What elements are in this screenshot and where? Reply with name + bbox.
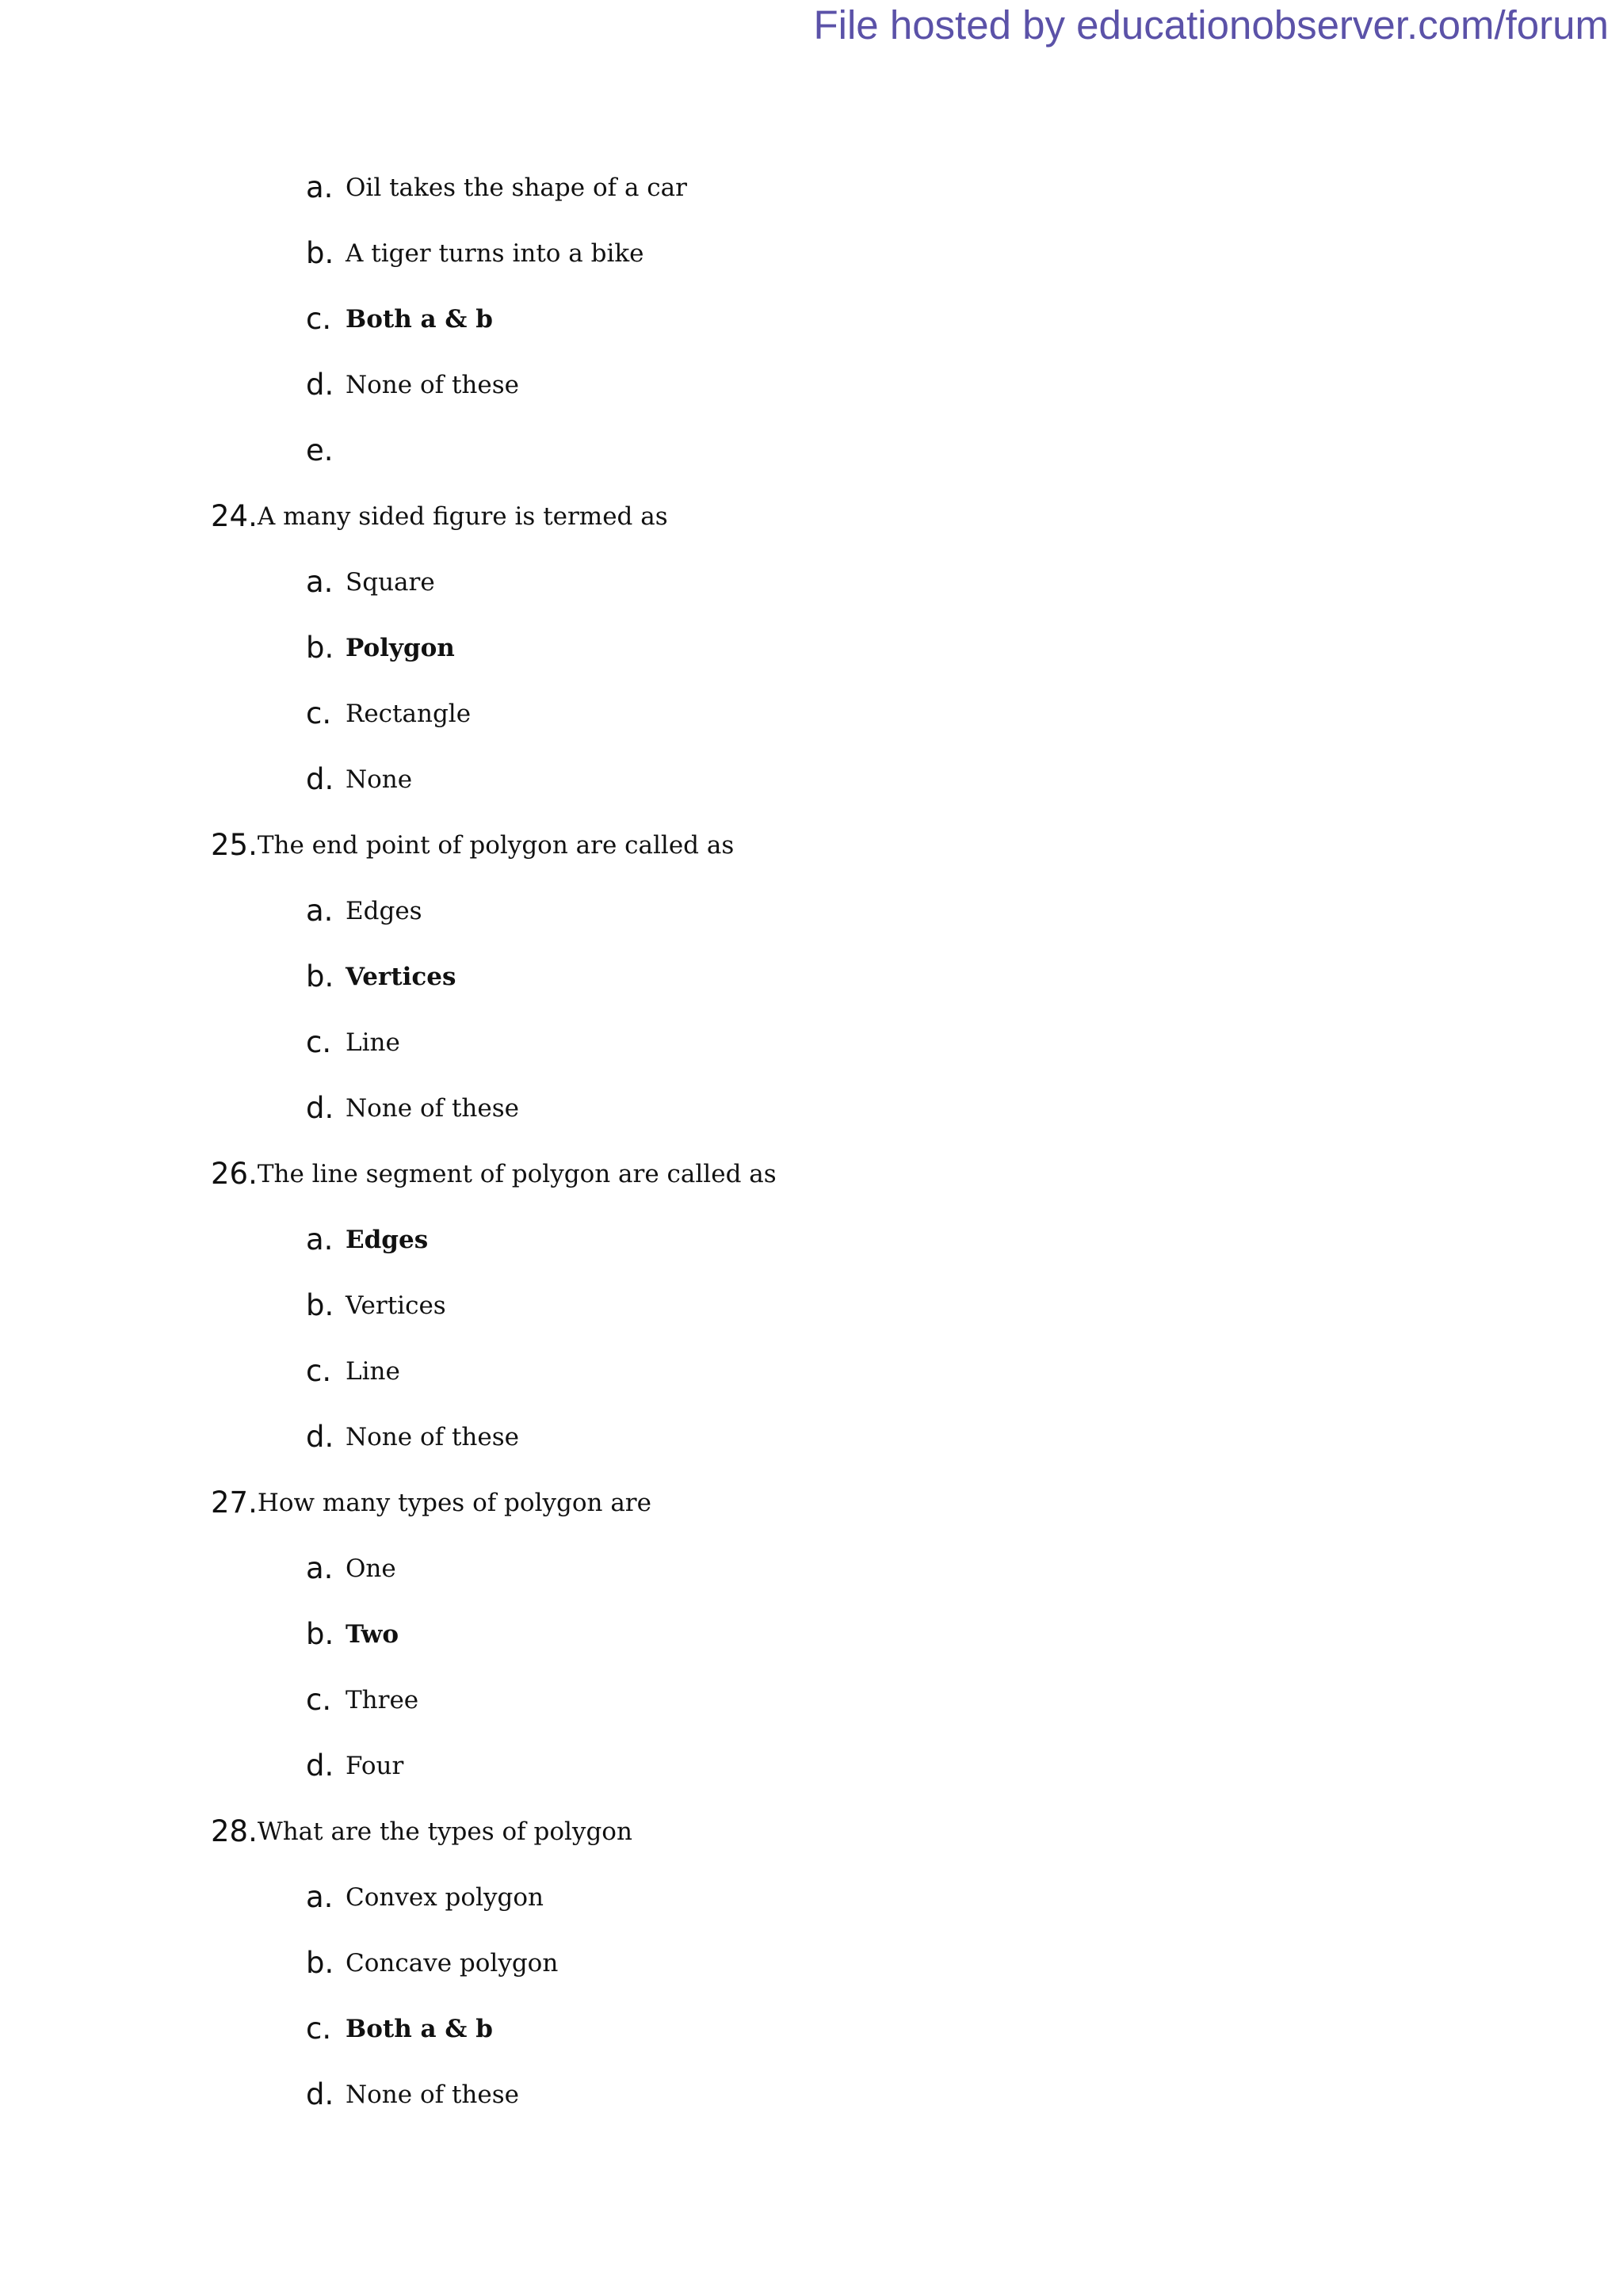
option-letter: a.: [306, 1222, 334, 1257]
option-c: [0, 286, 1623, 352]
option-c: [0, 1996, 1623, 2061]
option-text-answer: Vertices: [346, 962, 456, 991]
question-number: 24.: [211, 499, 258, 533]
option-letter: d.: [306, 1091, 334, 1125]
option-text-answer: Polygon: [346, 633, 455, 662]
question-list: [0, 154, 1623, 2127]
option-a: [0, 1864, 1623, 1930]
option-d: [0, 1075, 1623, 1141]
option-letter: b.: [306, 1946, 334, 1980]
option-text-answer: Edges: [346, 1225, 429, 1254]
option-d: [0, 352, 1623, 418]
option-letter: d.: [306, 1420, 334, 1454]
option-letter: a.: [306, 170, 334, 204]
option-letter: a.: [306, 565, 334, 599]
option-text: Line: [346, 1028, 400, 1057]
option-letter: a.: [306, 894, 334, 928]
option-b: [0, 1930, 1623, 1996]
option-b: [0, 1601, 1623, 1667]
option-letter: b.: [306, 959, 334, 994]
option-letter: c.: [306, 2012, 332, 2046]
question-number: 25.: [211, 828, 258, 862]
option-b: [0, 944, 1623, 1009]
question-24: [0, 483, 1623, 549]
option-text: Edges: [346, 896, 422, 925]
option-d: [0, 1733, 1623, 1798]
question-number: 28.: [211, 1814, 258, 1848]
watermark-header: File hosted by educationobserver.com/forum: [813, 2, 1609, 48]
option-letter: d.: [306, 762, 334, 796]
question-number: 26.: [211, 1157, 258, 1191]
option-text: None: [346, 765, 413, 794]
option-a: [0, 878, 1623, 944]
option-letter: d.: [306, 1749, 334, 1783]
option-text: Rectangle: [346, 699, 472, 728]
option-text-answer: Two: [346, 1619, 399, 1649]
option-c: [0, 1667, 1623, 1733]
option-letter: a.: [306, 1551, 334, 1585]
option-letter: b.: [306, 1288, 334, 1322]
option-letter: e.: [306, 433, 334, 467]
option-c: [0, 1338, 1623, 1404]
question-text: The end point of polygon are called as: [257, 830, 735, 860]
option-b: [0, 220, 1623, 286]
option-a: [0, 1535, 1623, 1601]
option-text: None of these: [346, 2080, 519, 2109]
option-a: [0, 154, 1623, 220]
option-text: Line: [346, 1356, 400, 1386]
option-letter: d.: [306, 2077, 334, 2111]
option-letter: d.: [306, 368, 334, 402]
question-26: [0, 1141, 1623, 1207]
option-b: [0, 615, 1623, 681]
question-text: How many types of polygon are: [257, 1488, 651, 1517]
option-letter: c.: [306, 302, 332, 336]
question-28: [0, 1798, 1623, 1864]
option-letter: c.: [306, 696, 332, 730]
option-text: None of these: [346, 370, 519, 399]
option-text: One: [346, 1554, 396, 1583]
option-d: [0, 1404, 1623, 1470]
option-text: Vertices: [346, 1291, 446, 1320]
question-number: 27.: [211, 1486, 258, 1520]
option-c: [0, 681, 1623, 746]
option-letter: a.: [306, 1880, 334, 1914]
option-a: [0, 1207, 1623, 1272]
option-a: [0, 549, 1623, 615]
option-text: None of these: [346, 1093, 519, 1123]
option-text: Oil takes the shape of a car: [346, 173, 687, 202]
question-text: What are the types of polygon: [257, 1817, 632, 1846]
option-text-answer: Both a & b: [346, 2014, 493, 2043]
option-letter: b.: [306, 236, 334, 270]
question-text: The line segment of polygon are called as: [257, 1159, 777, 1188]
option-text: None of these: [346, 1422, 519, 1451]
option-text: Three: [346, 1685, 419, 1714]
option-text: Four: [346, 1751, 404, 1780]
option-text-answer: Both a & b: [346, 304, 493, 334]
option-letter: c.: [306, 1025, 332, 1059]
question-27: [0, 1470, 1623, 1535]
option-e: [0, 418, 1623, 483]
option-letter: b.: [306, 1617, 334, 1651]
option-c: [0, 1009, 1623, 1075]
option-text: A tiger turns into a bike: [346, 238, 644, 268]
option-d: [0, 2061, 1623, 2127]
option-letter: c.: [306, 1354, 332, 1388]
option-letter: c.: [306, 1683, 332, 1717]
option-text: Concave polygon: [346, 1948, 559, 1978]
option-text: Square: [346, 567, 435, 597]
option-text: Convex polygon: [346, 1882, 544, 1912]
question-25: [0, 812, 1623, 878]
question-text: A many sided figure is termed as: [257, 502, 668, 531]
option-d: [0, 746, 1623, 812]
option-b: [0, 1272, 1623, 1338]
option-letter: b.: [306, 631, 334, 665]
